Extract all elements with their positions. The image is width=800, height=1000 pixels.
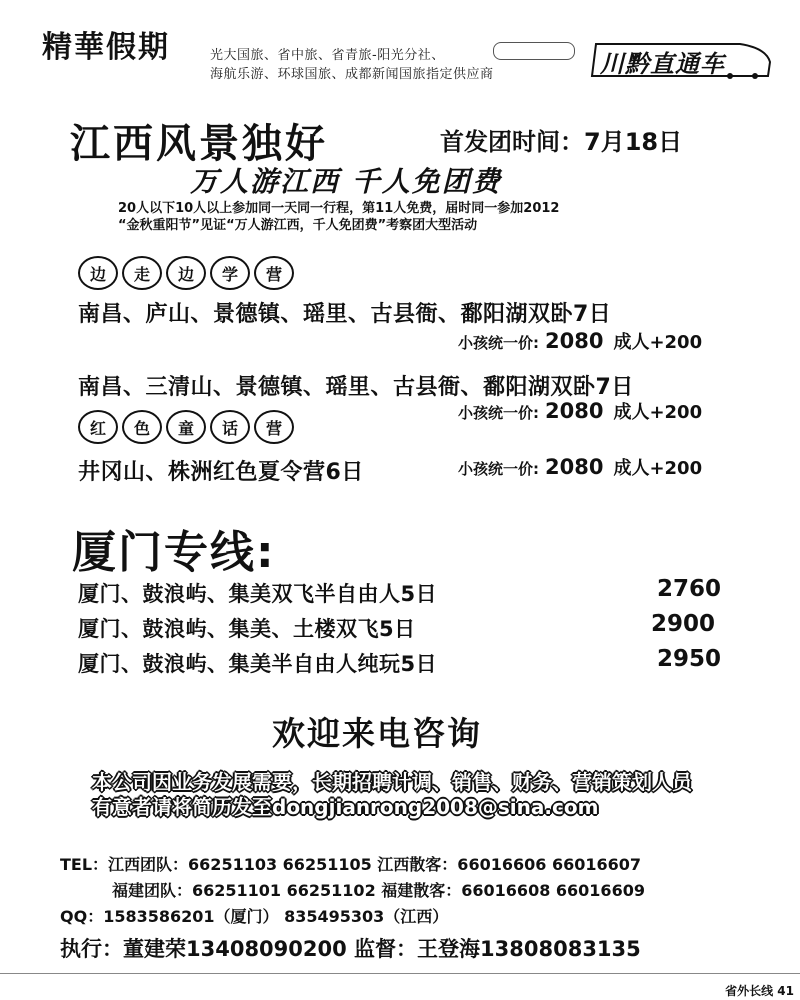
xiamen-price-2: 2900	[651, 611, 716, 637]
camp-char: 走	[122, 256, 162, 290]
partner-badge-icon	[493, 42, 575, 60]
camp-char: 色	[122, 410, 162, 444]
footer-divider	[0, 973, 800, 974]
promo-note-1: 20人以下10人以上参加同一天同一行程，第11人免费，届时同一参加2012	[118, 201, 560, 216]
route-1: 南昌、庐山、景德镇、瑶里、古县衙、鄱阳湖双卧7日	[78, 302, 612, 327]
camp-char: 营	[254, 256, 294, 290]
route-2: 南昌、三清山、景德镇、瑶里、古县衙、鄱阳湖双卧7日	[78, 375, 634, 400]
camp-char: 学	[210, 256, 250, 290]
price-label: 小孩统一价:	[458, 460, 539, 478]
xiamen-route-2: 厦门、鼓浪屿、集美、土楼双飞5日	[78, 617, 416, 641]
child-price: 2080	[545, 399, 604, 423]
main-title: 江西风景独好	[70, 121, 328, 167]
recruit-line-1: 本公司因业务发展需要，长期招聘计调、销售、财务、营销策划人员	[92, 770, 692, 794]
page-footer: 省外长线 41	[725, 984, 794, 998]
departure-date: 首发团时间：7月18日	[440, 128, 683, 156]
camp-char: 童	[166, 410, 206, 444]
route-3: 井冈山、株洲红色夏令营6日	[78, 460, 364, 485]
camp-char: 红	[78, 410, 118, 444]
adult-price: 成人+200	[613, 458, 703, 479]
welcome-heading: 欢迎来电咨询	[272, 714, 482, 753]
child-price: 2080	[545, 329, 604, 353]
child-price: 2080	[545, 455, 604, 479]
agency-line-2: 海航乐游、环球国旅、成都新闻国旅指定供应商	[210, 67, 494, 82]
camp-char: 边	[78, 256, 118, 290]
recruit-line-2: 有意者请将简历发至dongjianrong2008@sina.com	[92, 795, 599, 819]
camp-badge-red	[78, 410, 294, 444]
promo-note-2: “金秋重阳节”见证“万人游江西，千人免团费”考察团大型活动	[118, 218, 478, 233]
xiamen-route-3: 厦门、鼓浪屿、集美半自由人纯玩5日	[78, 652, 438, 676]
camp-badge-study	[78, 256, 294, 290]
price-line-1	[458, 328, 702, 354]
brand-logo: 精華假期	[42, 30, 170, 65]
adult-price: 成人+200	[613, 332, 703, 353]
price-line-2	[458, 398, 702, 424]
contact-line-2: 福建团队：66251101 66251102 福建散客：66016608 66016609	[112, 881, 645, 900]
adult-price: 成人+200	[613, 402, 703, 423]
bus-brand-text: 川黔直通车	[600, 50, 725, 78]
xiamen-price-3: 2950	[657, 646, 722, 672]
camp-char: 话	[210, 410, 250, 444]
price-label: 小孩统一价:	[458, 334, 539, 352]
slogan: 万人游江西 千人免团费	[190, 165, 502, 198]
contact-line-1: TEL：江西团队：66251103 66251105 江西散客：66016606 66016607	[60, 855, 642, 874]
contact-qq: QQ：1583586201（厦门） 835495303（江西）	[60, 907, 449, 926]
price-line-3	[458, 454, 702, 480]
camp-char: 营	[254, 410, 294, 444]
xiamen-title: 厦门专线:	[72, 527, 276, 578]
xiamen-price-1: 2760	[657, 576, 722, 602]
agency-line-1: 光大国旅、省中旅、省青旅-阳光分社、	[210, 48, 445, 63]
executive-line: 执行：董建荣13408090200 监督：王登海13808083135	[60, 937, 641, 961]
price-label: 小孩统一价:	[458, 404, 539, 422]
xiamen-route-1: 厦门、鼓浪屿、集美双飞半自由人5日	[78, 582, 438, 606]
camp-char: 边	[166, 256, 206, 290]
